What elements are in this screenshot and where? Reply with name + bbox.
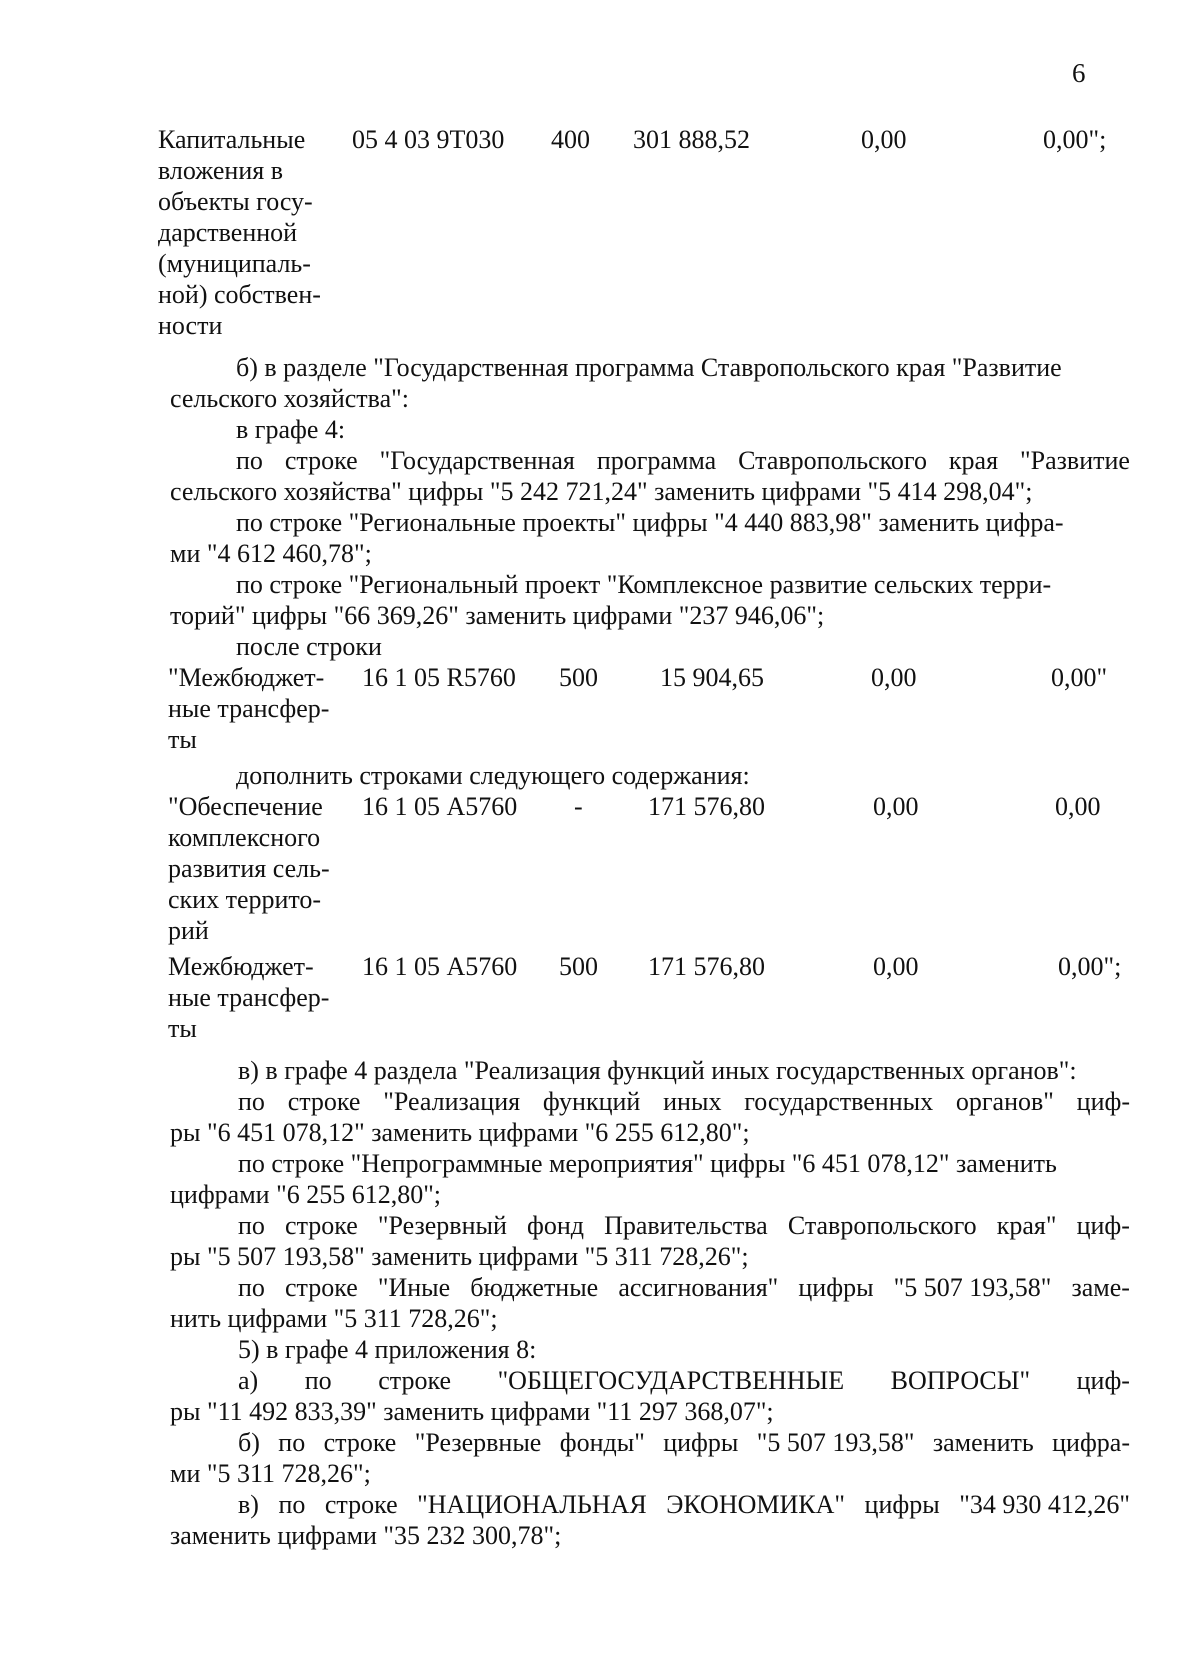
table-cell-line: рий: [168, 916, 209, 945]
word: по: [278, 1490, 306, 1519]
word: заменить: [932, 1428, 1034, 1457]
word: цифры: [663, 1428, 739, 1457]
section-v-item4-line-a: [238, 1272, 1130, 1303]
table-cell-line: объекты госу-: [158, 187, 313, 216]
table3-row1-code: 16 1 05 А5760: [362, 792, 518, 821]
section-v-item1-line-b: ры "6 451 078,12" заменить цифрами "6 255 612,80";: [170, 1118, 750, 1147]
word: функций: [542, 1087, 641, 1116]
table1-value-3: 0,00";: [1043, 125, 1107, 154]
word: "34 930 412,26": [959, 1490, 1130, 1519]
word: ВОПРОСЫ": [890, 1366, 1031, 1395]
word: "Резервный: [377, 1211, 507, 1240]
section-b-item3-line-a: по строке "Региональный проект "Комплексное развитие сельских терри-: [236, 570, 1052, 599]
table-cell-line: развития сель-: [168, 854, 330, 883]
word: строке: [285, 1273, 358, 1302]
word: "5 507 193,58": [756, 1428, 915, 1457]
word: строке: [287, 1087, 361, 1116]
word: строке: [378, 1366, 451, 1395]
table-cell-line: (муниципаль-: [158, 249, 311, 278]
section-5-line1: 5) в графе 4 приложения 8:: [238, 1335, 537, 1364]
table1-row-name: [158, 124, 321, 341]
section-v-item3-line-b: ры "5 507 193,58" заменить цифрами "5 311 728,26";: [170, 1242, 749, 1271]
word: "Государственная: [379, 446, 575, 475]
table-cell-line: "Межбюджет-: [168, 663, 325, 692]
section-v-item4-line-b: нить цифрами "5 311 728,26";: [170, 1304, 498, 1333]
table3-row2-code: 16 1 05 А5760: [362, 952, 518, 981]
table1-value-2: 0,00: [861, 125, 907, 154]
word: заме-: [1071, 1273, 1130, 1302]
word: фонд: [526, 1211, 584, 1240]
section-5-a-line-a: [238, 1365, 1130, 1396]
table-cell-line: ты: [168, 725, 197, 754]
word: фонды": [559, 1428, 645, 1457]
word: "Развитие: [1020, 446, 1130, 475]
word: а): [238, 1366, 259, 1395]
word: строке: [284, 446, 358, 475]
section-v-item2-line-b: цифрами "6 255 612,80";: [170, 1180, 442, 1209]
word: циф-: [1076, 1366, 1130, 1395]
word: по: [238, 1087, 265, 1116]
section-b-item3-line-b: торий" цифры "66 369,26" заменить цифрами "237 946,06";: [170, 601, 825, 630]
section-b-item2-line-b: ми "4 612 460,78";: [170, 539, 372, 568]
section-5-b-line-a: [238, 1427, 1130, 1458]
word: цифра-: [1052, 1428, 1130, 1457]
section-v-item1-line-a: [238, 1086, 1130, 1117]
word: края": [996, 1211, 1057, 1240]
supplement-text: дополнить строками следующего содержания:: [236, 761, 750, 790]
word: "5 507 193,58": [893, 1273, 1052, 1302]
word: цифры: [798, 1273, 874, 1302]
table2-row-name: [168, 662, 329, 755]
section-v-item2-line-a: по строке "Непрограммные мероприятия" цифры "6 451 078,12" заменить: [238, 1149, 1057, 1178]
table3-row2-value-3: 0,00";: [1058, 952, 1122, 981]
word: "ОБЩЕГОСУДАРСТВЕННЫЕ: [497, 1366, 845, 1395]
word: в): [238, 1490, 259, 1519]
table2-type: 500: [559, 663, 598, 692]
section-v-item3-line-a: [238, 1210, 1130, 1241]
word: б): [238, 1428, 260, 1457]
word: по: [238, 1273, 265, 1302]
table3-row1-type: -: [574, 792, 583, 821]
table-cell-line: ности: [158, 311, 223, 340]
table1-type: 400: [551, 125, 590, 154]
table-cell-line: комплексного: [168, 823, 321, 852]
section-5-a-line-b: ры "11 492 833,39" заменить цифрами "11 297 368,07";: [170, 1397, 774, 1426]
table-cell-line: ты: [168, 1014, 197, 1043]
table2-value-3: 0,00": [1051, 663, 1108, 692]
section-b-item2-line-a: по строке "Региональные проекты" цифры "4 440 883,98" заменить цифра-: [236, 508, 1064, 537]
word: Правительства: [604, 1211, 768, 1240]
table3-row1-value-2: 0,00: [873, 792, 919, 821]
word: ассигнования": [618, 1273, 779, 1302]
table1-code: 05 4 03 9Т030: [352, 125, 505, 154]
word: Ставропольского: [738, 446, 927, 475]
section-b-item1-line-a: [236, 445, 1130, 476]
word: органов": [955, 1087, 1054, 1116]
table3-row1-value-3: 0,00: [1055, 792, 1101, 821]
section-b-item1-line-b: сельского хозяйства" цифры "5 242 721,24" заменить цифрами "5 414 298,04";: [170, 477, 1033, 506]
word: циф-: [1076, 1087, 1130, 1116]
table1-sum: 301 888,52: [633, 125, 750, 154]
word: строке: [324, 1490, 398, 1519]
word: государственных: [744, 1087, 934, 1116]
table-cell-line: ные трансфер-: [168, 694, 330, 723]
table3-row2-name: [168, 951, 329, 1044]
word: цифры: [864, 1490, 940, 1519]
word: Ставропольского: [787, 1211, 977, 1240]
word: строке: [323, 1428, 397, 1457]
word: края: [948, 446, 999, 475]
section-b-line1: б) в разделе "Государственная программа Ставропольского края "Развитие: [236, 353, 1062, 382]
table-cell-line: Межбюджет-: [168, 952, 314, 981]
table-cell-line: "Обеспечение: [168, 792, 323, 821]
table3-row1-name: [168, 791, 330, 946]
section-b-line2: сельского хозяйства":: [170, 384, 409, 413]
table-cell-line: ные трансфер-: [168, 983, 330, 1012]
page-number: 6: [1072, 58, 1086, 88]
table3-row2-value-2: 0,00: [873, 952, 919, 981]
word: "Иные: [377, 1273, 451, 1302]
word: "Резервные: [414, 1428, 542, 1457]
word: программа: [596, 446, 717, 475]
section-5-b-line-b: ми "5 311 728,26";: [170, 1459, 371, 1488]
section-v-line1: в) в графе 4 раздела "Реализация функций иных государственных органов":: [238, 1056, 1077, 1085]
table-cell-line: дарственной: [158, 218, 298, 247]
table-cell-line: вложения в: [158, 156, 283, 185]
table3-row2-type: 500: [559, 952, 598, 981]
word: ЭКОНОМИКА": [666, 1490, 846, 1519]
table-cell-line: ной) собствен-: [158, 280, 321, 309]
section-5-v-line-b: заменить цифрами "35 232 300,78";: [170, 1521, 562, 1550]
word: по: [304, 1366, 332, 1395]
table-cell-line: Капитальные: [158, 125, 306, 154]
after-row-text: после строки: [236, 632, 382, 661]
table3-row2-sum: 171 576,80: [648, 952, 765, 981]
table2-sum: 15 904,65: [660, 663, 764, 692]
word: бюджетные: [470, 1273, 599, 1302]
word: по: [236, 446, 263, 475]
word: строке: [285, 1211, 358, 1240]
section-5-v-line-a: [238, 1489, 1130, 1520]
table2-code: 16 1 05 R5760: [362, 663, 516, 692]
word: по: [278, 1428, 306, 1457]
word: иных: [663, 1087, 722, 1116]
word: по: [238, 1211, 265, 1240]
word: циф-: [1076, 1211, 1130, 1240]
word: "Реализация: [383, 1087, 521, 1116]
section-b-line3: в графе 4:: [236, 415, 346, 444]
table2-value-2: 0,00: [871, 663, 917, 692]
table-cell-line: ских террито-: [168, 885, 322, 914]
table3-row1-sum: 171 576,80: [648, 792, 765, 821]
word: "НАЦИОНАЛЬНАЯ: [417, 1490, 647, 1519]
